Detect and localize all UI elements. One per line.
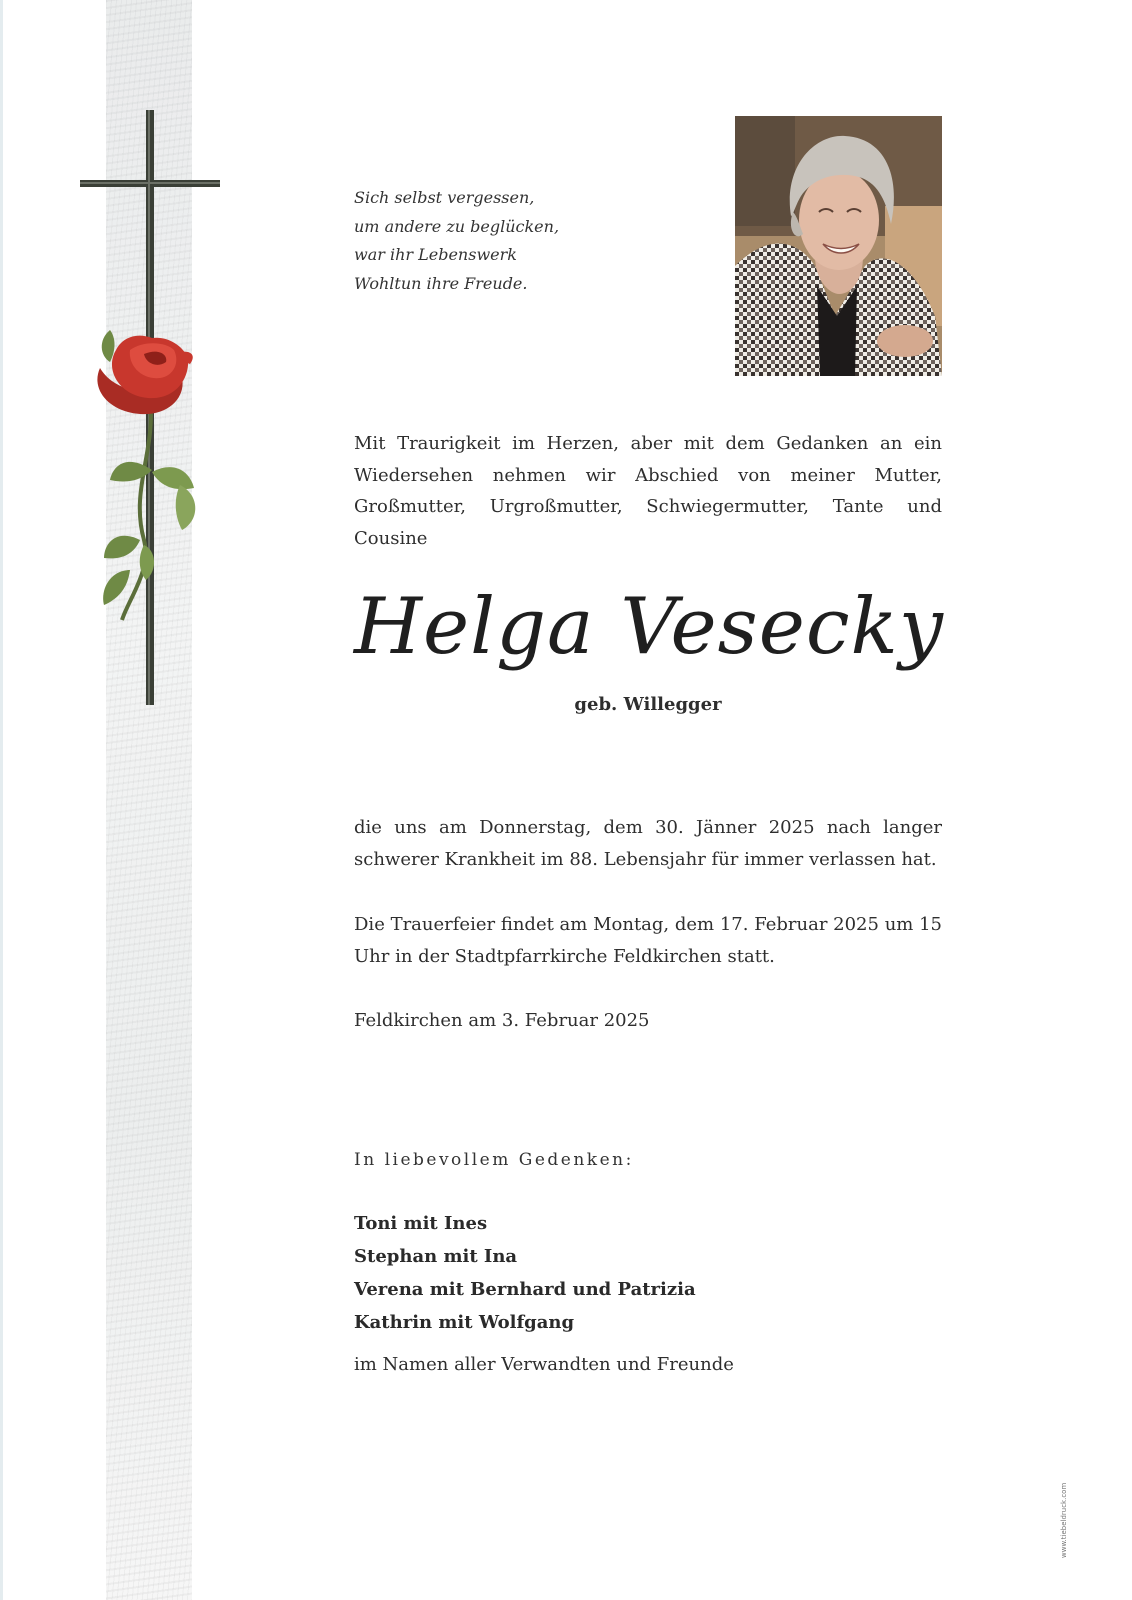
quote-line: war ihr Lebenswerk [354, 245, 517, 264]
quote-line: Wohltun ihre Freude. [354, 273, 528, 293]
place-and-date: Feldkirchen am 3. Februar 2025 [354, 1010, 650, 1031]
memory-heading: In liebevollem Gedenken: [354, 1150, 634, 1170]
leaf [176, 485, 196, 530]
deceased-name: Helga Vesecky [354, 582, 944, 672]
cross-with-rose-icon [70, 100, 240, 720]
quote-line: um andere zu beglücken, [354, 216, 560, 236]
leaf [152, 467, 194, 489]
family-member: Verena mit Bernhard und Patrizia [354, 1279, 696, 1300]
intro-text: Mit Traurigkeit im Herzen, aber mit dem Gedanken an ein Wiedersehen nehmen wir Abschied von meiner Mutter, Großmutter, Urgroßmutter, Schwiegermutter, Tante und Cousine [354, 433, 942, 549]
family-member: Stephan mit Ina [354, 1246, 518, 1267]
closing-line: im Namen aller Verwandten und Freunde [354, 1354, 734, 1375]
family-list [354, 1207, 696, 1339]
printer-imprint: www.tiebeldruck.com [1060, 1482, 1068, 1558]
death-notice: die uns am Donnerstag, dem 30. Jänner 2025 nach langer schwerer Krankheit im 88. Lebensjahr für immer verlassen hat. [354, 817, 942, 870]
leaf [103, 570, 130, 605]
portrait-photo [735, 116, 942, 376]
family-member: Toni mit Ines [354, 1213, 488, 1234]
memorial-quote [354, 184, 559, 298]
maiden-name: geb. Willegger [574, 694, 722, 715]
page-left-edge [0, 0, 3, 1600]
funeral-notice: Die Trauerfeier findet am Montag, dem 17. Februar 2025 um 15 Uhr in der Stadtpfarrkirche Feldkirchen statt. [354, 914, 942, 967]
family-member: Kathrin mit Wolfgang [354, 1312, 575, 1333]
leaf [104, 536, 140, 559]
leaf [102, 330, 115, 362]
quote-line: Sich selbst vergessen, [354, 188, 535, 207]
